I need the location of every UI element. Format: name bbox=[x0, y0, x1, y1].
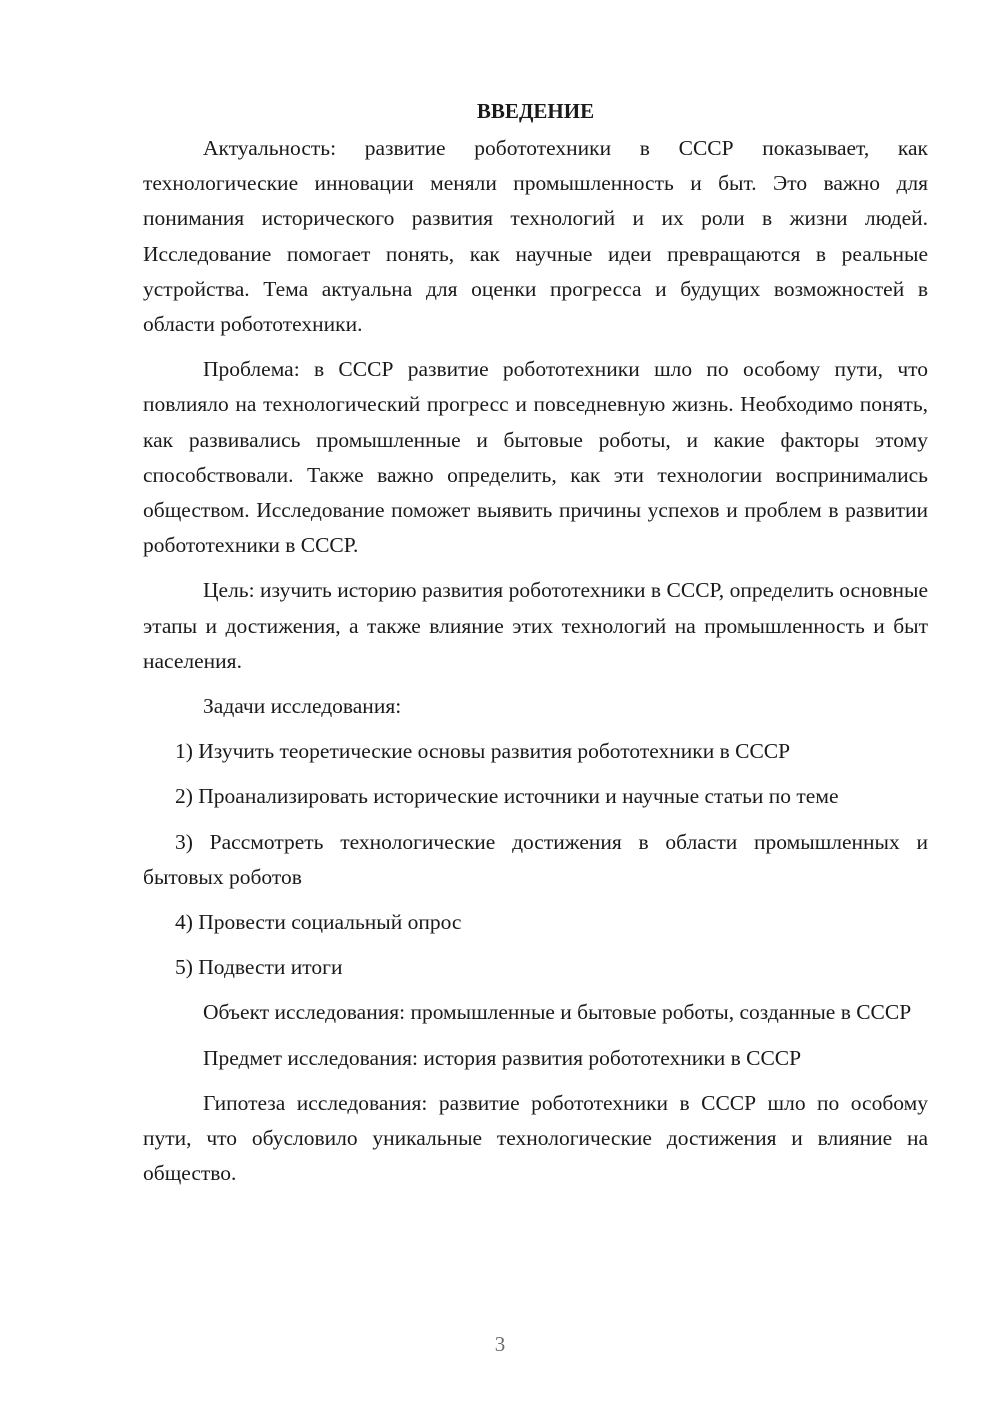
task-item: 4) Провести социальный опрос bbox=[175, 910, 462, 935]
tasks-title: Задачи исследования: bbox=[203, 694, 402, 719]
problem-paragraph: Проблема: в СССР развитие робототехники шло по особому пути, что повлияло на технологический прогресс и повседневную жизнь. Необходимо понять, как развивались промышленные и бытовые роботы, и какие факторы этому способствовали. Также важно определить, как эти технологии воспринимались обществом. Исследование поможет выявить причины успехов и проблем в развитии робототехники в СССР. bbox=[143, 357, 928, 558]
task-item: 1) Изучить теоретические основы развития робототехники в СССР bbox=[175, 739, 791, 764]
task-item: 3) Рассмотреть технологические достижения в области промышленных и бытовых роботов bbox=[143, 829, 928, 889]
object-paragraph: Объект исследования: промышленные и бытовые роботы, созданные в СССР bbox=[203, 1000, 912, 1025]
task-item: 2) Проанализировать исторические источники и научные статьи по теме bbox=[175, 784, 839, 809]
task-item: 5) Подвести итоги bbox=[175, 955, 343, 980]
relevance-paragraph: Актуальность: развитие робототехники в СССР показывает, как технологические инновации меняли промышленность и быт. Это важно для понимания исторического развития технологий и их роли в жизни людей. Исследование помогает понять, как научные идеи превращаются в реальные устройства. Тема актуальна для оценки прогресса и будущих возможностей в области робототехники. bbox=[143, 136, 928, 337]
document-page bbox=[143, 96, 928, 1201]
section-heading: ВВЕДЕНИЕ bbox=[476, 99, 595, 123]
page-number: 3 bbox=[494, 1332, 506, 1356]
subject-paragraph: Предмет исследования: история развития робототехники в СССР bbox=[203, 1045, 802, 1070]
hypothesis-paragraph: Гипотеза исследования: развитие робототехники в СССР шло по особому пути, что обусловило уникальные технологические достижения и влияние на общество. bbox=[143, 1090, 928, 1186]
goal-paragraph: Цель: изучить историю развития робототехники в СССР, определить основные этапы и достижения, а также влияние этих технологий на промышленность и быт населения. bbox=[143, 578, 928, 673]
